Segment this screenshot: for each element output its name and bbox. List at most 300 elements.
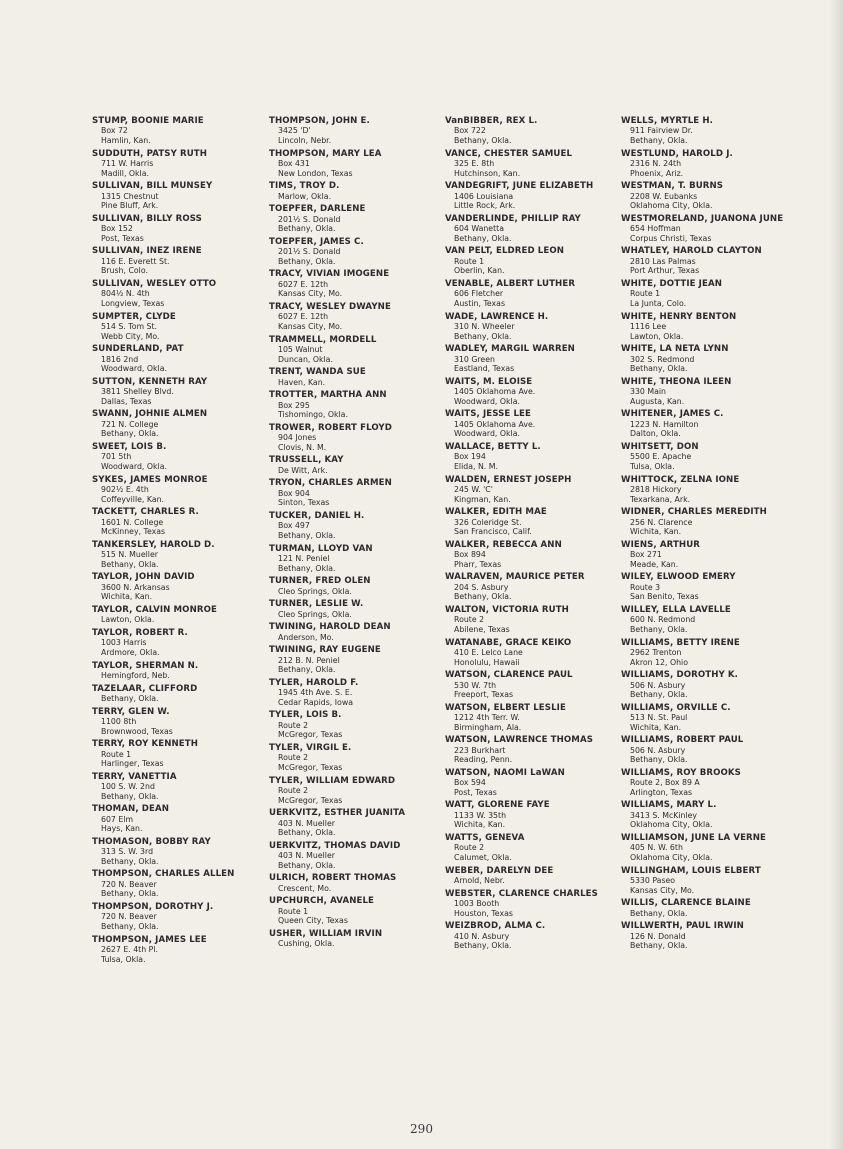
entry-name: VAN PELT, ELDRED LEON	[445, 246, 565, 257]
entry-name: UERKVITZ, ESTHER JUANITA	[269, 808, 406, 819]
directory-entry	[445, 768, 621, 798]
directory-entry	[269, 237, 445, 267]
entry-address-line: Route 1	[630, 289, 661, 299]
entry-address-line: De Witt, Ark.	[278, 465, 328, 475]
directory-entry	[621, 572, 797, 602]
entry-address-line: Route 2	[454, 615, 485, 625]
directory-entry	[445, 638, 621, 668]
entry-address-line: Bethany, Okla.	[101, 922, 159, 932]
entry-address-line: Lawton, Okla.	[101, 615, 155, 625]
directory-entry	[92, 214, 268, 244]
directory-entry	[621, 605, 797, 635]
entry-name: WHITE, HENRY BENTON	[621, 311, 737, 322]
entry-name: WHITTOCK, ZELNA IONE	[621, 474, 740, 485]
entry-address-line: 1945 4th Ave. S. E.	[278, 688, 353, 698]
directory-entry	[269, 181, 445, 201]
directory-entry	[621, 670, 797, 700]
directory-entry	[269, 335, 445, 365]
entry-name: WADLEY, MARGIL WARREN	[445, 344, 575, 355]
entry-address-line: 600 N. Redmond	[630, 615, 696, 625]
entry-name: WALKER, REBECCA ANN	[445, 539, 562, 550]
entry-address-line: 245 W. 'C'	[454, 484, 493, 494]
entry-name: VENABLE, ALBERT LUTHER	[445, 278, 576, 289]
directory-entry	[621, 116, 797, 146]
entry-address-line: Akron 12, Ohio	[630, 657, 688, 667]
directory-entry	[269, 599, 445, 619]
entry-address-line: Wichita, Kan.	[101, 592, 153, 602]
entry-address-line: Bethany, Okla.	[101, 559, 159, 569]
entry-address-line: 720 N. Beaver	[101, 879, 157, 889]
entry-address-line: Longview, Texas	[101, 298, 165, 308]
entry-name: WILLIAMS, ROY BROOKS	[621, 767, 741, 778]
directory-entry	[92, 181, 268, 211]
entry-address-line: 116 E. Everett St.	[101, 256, 170, 266]
entry-address-line: Box 152	[101, 224, 133, 234]
entry-name: TURNER, LESLIE W.	[269, 599, 364, 610]
entry-address-line: Freeport, Texas	[454, 690, 514, 700]
entry-address-line: Port Arthur, Texas	[630, 266, 700, 276]
entry-address-line: Box 894	[454, 550, 486, 560]
entry-address-line: Bethany, Okla.	[278, 828, 336, 838]
entry-address-line: Oklahoma City, Okla.	[630, 820, 713, 830]
entry-address-line: 326 Coleridge St.	[454, 517, 522, 527]
directory-entry	[445, 409, 621, 439]
entry-address-line: 2627 E. 4th Pl.	[101, 945, 158, 955]
entry-name: WHITSETT, DON	[621, 441, 699, 452]
page-number: 290	[410, 1122, 433, 1136]
directory-entry	[92, 837, 268, 867]
entry-address-line: 403 N. Mueller	[278, 818, 335, 828]
entry-address-line: Elida, N. M.	[454, 461, 498, 471]
directory-entry	[92, 279, 268, 309]
entry-address-line: New London, Texas	[278, 168, 353, 178]
entry-address-line: Wichita, Kan.	[630, 722, 682, 732]
entry-address-line: San Francisco, Calif.	[454, 527, 532, 537]
entry-name: TROWER, ROBERT FLOYD	[269, 422, 392, 433]
directory-entry	[621, 279, 797, 309]
entry-address-line: 911 Fairview Dr.	[630, 126, 693, 136]
entry-address-line: 1212 4th Terr. W.	[454, 713, 520, 723]
entry-name: SYKES, JAMES MONROE	[92, 474, 208, 485]
directory-entry	[621, 703, 797, 733]
entry-address-line: 720 N. Beaver	[101, 912, 157, 922]
entry-address-line: Box 194	[454, 452, 486, 462]
directory-entry	[269, 896, 445, 926]
entry-address-line: Box 722	[454, 126, 486, 136]
entry-address-line: Hamlin, Kan.	[101, 136, 151, 145]
directory-column	[92, 116, 268, 967]
directory-entry	[92, 149, 268, 179]
directory-entry	[445, 181, 621, 211]
entry-name: WATSON, CLARENCE PAUL	[445, 670, 573, 681]
entry-name: THOMPSON, CHARLES ALLEN	[92, 869, 235, 880]
entry-name: WATANABE, GRACE KEIKO	[445, 637, 572, 648]
entry-address-line: 302 S. Redmond	[630, 354, 695, 364]
entry-name: TWINING, RAY EUGENE	[269, 645, 381, 656]
directory-entry	[445, 735, 621, 765]
directory-entry	[445, 377, 621, 407]
entry-name: TYLER, VIRGIL E.	[269, 742, 352, 753]
directory-entry	[92, 312, 268, 342]
entry-address-line: Bethany, Okla.	[101, 791, 159, 801]
entry-name: WALKER, EDITH MAE	[445, 507, 547, 518]
entry-address-line: 121 N. Peniel	[278, 553, 330, 563]
directory-entry	[92, 442, 268, 472]
entry-name: WALTON, VICTORIA RUTH	[445, 604, 569, 615]
entry-address-line: 310 Green	[454, 354, 495, 364]
directory-column	[621, 116, 797, 954]
entry-address-line: 3425 'D'	[278, 126, 311, 136]
entry-name: TERRY, VANETTIA	[92, 771, 177, 782]
directory-entry	[445, 149, 621, 179]
entry-name: TAYLOR, ROBERT R.	[92, 627, 188, 638]
entry-address-line: Bethany, Okla.	[630, 755, 688, 765]
directory-columns	[0, 116, 843, 1076]
entry-address-line: Bethany, Okla.	[101, 856, 159, 866]
entry-address-line: Duncan, Okla.	[278, 354, 333, 364]
entry-name: UERKVITZ, THOMAS DAVID	[269, 840, 401, 851]
directory-entry	[92, 116, 268, 146]
directory-entry	[621, 735, 797, 765]
entry-address-line: 5330 Paseo	[630, 876, 676, 886]
directory-entry	[269, 423, 445, 453]
directory-entry	[269, 478, 445, 508]
directory-entry	[621, 181, 797, 211]
entry-address-line: Cleo Springs, Okla.	[278, 586, 352, 596]
entry-address-line: Wichita, Kan.	[630, 527, 682, 537]
entry-address-line: 410 E. Lelco Lane	[454, 647, 523, 657]
directory-entry	[92, 684, 268, 704]
entry-name: UPCHURCH, AVANELE	[269, 896, 375, 907]
entry-name: WILLIAMS, MARY L.	[621, 800, 717, 811]
entry-address-line: 325 E. 8th	[454, 159, 495, 168]
directory-entry	[269, 678, 445, 708]
directory-entry	[92, 739, 268, 769]
directory-entry	[92, 344, 268, 374]
entry-name: WALRAVEN, MAURICE PETER	[445, 572, 585, 583]
entry-name: WEBER, DARELYN DEE	[445, 865, 554, 876]
entry-name: WILLINGHAM, LOUIS ELBERT	[621, 865, 761, 876]
entry-name: TRYON, CHARLES ARMEN	[269, 478, 392, 489]
directory-entry	[445, 214, 621, 244]
entry-name: WESTMAN, T. BURNS	[621, 181, 724, 192]
entry-address-line: Box 72	[101, 126, 128, 136]
entry-address-line: Route 2, Box 89 A	[630, 778, 700, 788]
entry-address-line: 1601 N. College	[101, 517, 164, 527]
directory-entry	[621, 800, 797, 830]
entry-address-line: 330 Main	[630, 387, 666, 397]
directory-entry	[445, 921, 621, 951]
directory-entry	[269, 116, 445, 146]
entry-address-line: 654 Hoffman	[630, 224, 681, 234]
entry-name: WELLS, MYRTLE H.	[621, 116, 714, 126]
entry-address-line: Oklahoma City, Okla.	[630, 201, 713, 211]
entry-address-line: 607 Elm	[101, 814, 134, 824]
entry-address-line: Box 431	[278, 159, 310, 168]
directory-entry	[621, 214, 797, 244]
directory-entry	[621, 866, 797, 896]
entry-name: WILLEY, ELLA LAVELLE	[621, 604, 731, 615]
entry-address-line: McGregor, Texas	[278, 762, 343, 772]
directory-entry	[92, 628, 268, 658]
directory-entry	[621, 377, 797, 407]
entry-address-line: Route 2	[278, 753, 309, 763]
directory-entry	[269, 204, 445, 234]
entry-name: VANDEGRIFT, JUNE ELIZABETH	[445, 181, 594, 192]
entry-address-line: 506 N. Asbury	[630, 745, 686, 755]
entry-address-line: Harlinger, Texas	[101, 759, 164, 769]
entry-address-line: 201½ S. Donald	[278, 214, 341, 224]
entry-name: VANDERLINDE, PHILLIP RAY	[445, 213, 581, 224]
entry-name: TAYLOR, CALVIN MONROE	[92, 604, 217, 615]
entry-name: TYLER, WILLIAM EDWARD	[269, 775, 396, 786]
directory-entry	[445, 605, 621, 635]
directory-entry	[621, 409, 797, 439]
entry-name: TIMS, TROY D.	[269, 181, 340, 192]
entry-address-line: Bethany, Okla.	[278, 224, 336, 234]
directory-entry	[445, 670, 621, 700]
entry-address-line: 711 W. Harris	[101, 159, 154, 168]
entry-address-line: Bethany, Okla.	[278, 530, 336, 540]
directory-entry	[445, 572, 621, 602]
entry-address-line: Brownwood, Texas	[101, 726, 173, 736]
directory-entry	[269, 776, 445, 806]
entry-address-line: Bethany, Okla.	[630, 136, 688, 145]
entry-address-line: Bethany, Okla.	[454, 136, 512, 145]
entry-address-line: Cushing, Okla.	[278, 939, 335, 949]
directory-entry	[92, 572, 268, 602]
entry-name: TOEPFER, JAMES C.	[269, 236, 364, 247]
entry-address-line: McKinney, Texas	[101, 527, 166, 537]
entry-name: WHITENER, JAMES C.	[621, 409, 724, 420]
entry-name: TERRY, GLEN W.	[92, 706, 170, 717]
entry-address-line: Ardmore, Okla.	[101, 647, 160, 657]
entry-name: WEBSTER, CLARENCE CHARLES	[445, 888, 598, 899]
entry-address-line: 804½ N. 4th	[101, 289, 150, 299]
entry-name: TRUSSELL, KAY	[269, 455, 344, 466]
entry-address-line: Post, Texas	[454, 787, 497, 797]
directory-entry	[445, 703, 621, 733]
entry-address-line: 201½ S. Donald	[278, 247, 341, 257]
entry-address-line: Bethany, Okla.	[630, 624, 688, 634]
entry-name: SULLIVAN, BILLY ROSS	[92, 213, 202, 224]
entry-address-line: Bethany, Okla.	[630, 941, 688, 951]
entry-address-line: Box 904	[278, 488, 310, 498]
entry-address-line: McGregor, Texas	[278, 795, 343, 805]
entry-name: TOEPFER, DARLENE	[269, 204, 366, 215]
entry-address-line: Bethany, Okla.	[630, 908, 688, 918]
directory-entry	[621, 540, 797, 570]
entry-address-line: Austin, Texas	[454, 298, 506, 308]
directory-entry	[92, 507, 268, 537]
entry-name: TANKERSLEY, HAROLD D.	[92, 539, 215, 550]
entry-address-line: Meade, Kan.	[630, 559, 679, 569]
entry-address-line: Route 3	[630, 582, 661, 592]
entry-address-line: Houston, Texas	[454, 908, 513, 918]
directory-entry	[621, 312, 797, 342]
entry-address-line: 1315 Chestnut	[101, 191, 159, 201]
entry-address-line: 506 N. Asbury	[630, 680, 686, 690]
entry-name: THOMPSON, MARY LEA	[269, 148, 382, 159]
entry-name: USHER, WILLIAM IRVIN	[269, 928, 383, 939]
entry-address-line: Bethany, Okla.	[101, 429, 159, 439]
entry-address-line: Pharr, Texas	[454, 559, 502, 569]
entry-address-line: 1100 8th	[101, 716, 137, 726]
entry-name: WILLIAMS, ROBERT PAUL	[621, 735, 744, 746]
entry-address-line: 5500 E. Apache	[630, 452, 692, 462]
entry-address-line: Bethany, Okla.	[101, 889, 159, 899]
entry-name: WILEY, ELWOOD EMERY	[621, 572, 736, 583]
entry-address-line: Madill, Okla.	[101, 168, 149, 178]
directory-entry	[445, 344, 621, 374]
directory-entry	[269, 645, 445, 675]
entry-address-line: Reading, Penn.	[454, 755, 513, 765]
entry-address-line: 6027 E. 12th	[278, 279, 329, 289]
entry-name: WATSON, LAWRENCE THOMAS	[445, 735, 594, 746]
entry-address-line: Tishomingo, Okla.	[278, 410, 348, 420]
entry-name: VanBIBBER, REX L.	[445, 116, 538, 126]
entry-address-line: 2962 Trenton	[630, 647, 682, 657]
entry-name: TRACY, VIVIAN IMOGENE	[269, 269, 390, 280]
entry-address-line: Wichita, Kan.	[454, 820, 506, 830]
directory-entry	[445, 540, 621, 570]
entry-address-line: Abilene, Texas	[454, 624, 510, 634]
entry-address-line: 1223 N. Hamilton	[630, 419, 699, 429]
entry-name: SUMPTER, CLYDE	[92, 311, 176, 322]
entry-address-line: 515 N. Mueller	[101, 550, 158, 560]
entry-address-line: 405 N. W. 6th	[630, 843, 683, 853]
entry-name: WILLIAMS, BETTY IRENE	[621, 637, 740, 648]
entry-address-line: Bethany, Okla.	[454, 941, 512, 951]
directory-entry	[269, 873, 445, 893]
entry-name: WATT, GLORENE FAYE	[445, 800, 550, 811]
entry-name: TAYLOR, SHERMAN N.	[92, 660, 199, 671]
entry-address-line: San Benito, Texas	[630, 592, 699, 602]
entry-name: SUNDERLAND, PAT	[92, 344, 184, 355]
entry-name: VANCE, CHESTER SAMUEL	[445, 148, 573, 159]
entry-address-line: Route 1	[454, 256, 485, 266]
directory-entry	[92, 475, 268, 505]
directory-entry	[269, 710, 445, 740]
directory-entry	[269, 511, 445, 541]
entry-address-line: Augusta, Kan.	[630, 396, 685, 406]
entry-name: WHITE, LA NETA LYNN	[621, 344, 729, 355]
directory-entry	[445, 475, 621, 505]
entry-address-line: 530 W. 7th	[454, 680, 497, 690]
directory-entry	[92, 902, 268, 932]
directory-entry	[445, 800, 621, 830]
entry-name: SUTTON, KENNETH RAY	[92, 376, 208, 387]
entry-address-line: Kansas City, Mo.	[630, 885, 695, 895]
directory-entry	[269, 576, 445, 596]
entry-address-line: Birmingham, Ala.	[454, 722, 522, 732]
entry-address-line: 410 N. Asbury	[454, 931, 510, 941]
entry-address-line: Bethany, Okla.	[278, 860, 336, 870]
entry-address-line: Tulsa, Okla.	[101, 954, 146, 964]
entry-address-line: Coffeyville, Kan.	[101, 494, 165, 504]
entry-name: WILLWERTH, PAUL IRWIN	[621, 921, 744, 932]
entry-address-line: 223 Burkhart	[454, 745, 506, 755]
entry-address-line: Woodward, Okla.	[454, 429, 520, 439]
entry-name: TURNER, FRED OLEN	[269, 576, 371, 587]
entry-name: WHATLEY, HAROLD CLAYTON	[621, 246, 762, 257]
entry-address-line: 1116 Lee	[630, 321, 667, 331]
directory-entry	[445, 442, 621, 472]
entry-address-line: Hays, Kan.	[101, 824, 143, 834]
entry-address-line: Brush, Colo.	[101, 266, 148, 276]
directory-entry	[445, 312, 621, 342]
entry-address-line: Texarkana, Ark.	[630, 494, 691, 504]
directory-entry	[445, 116, 621, 146]
entry-address-line: Route 1	[101, 749, 132, 759]
directory-entry	[269, 622, 445, 642]
entry-address-line: Box 295	[278, 400, 310, 410]
entry-address-line: 3413 S. McKinley	[630, 810, 698, 820]
entry-name: THOMPSON, DOROTHY J.	[92, 902, 214, 913]
entry-address-line: Woodward, Okla.	[101, 364, 167, 374]
entry-address-line: 1133 W. 35th	[454, 810, 507, 820]
directory-entry	[269, 841, 445, 871]
entry-name: WILLIAMS, ORVILLE C.	[621, 702, 731, 713]
directory-entry	[269, 929, 445, 949]
entry-address-line: Sinton, Texas	[278, 498, 330, 508]
entry-name: SULLIVAN, BILL MUNSEY	[92, 181, 213, 192]
directory-entry	[92, 605, 268, 625]
entry-address-line: Box 497	[278, 521, 310, 531]
directory-column	[445, 116, 621, 954]
entry-name: TAYLOR, JOHN DAVID	[92, 572, 195, 583]
entry-address-line: Hemingford, Neb.	[101, 670, 170, 680]
directory-entry	[269, 302, 445, 332]
entry-address-line: Dalton, Okla.	[630, 429, 681, 439]
entry-name: TURMAN, LLOYD VAN	[269, 543, 373, 554]
entry-address-line: La Junta, Colo.	[630, 298, 687, 308]
entry-address-line: 2316 N. 24th	[630, 159, 682, 168]
entry-address-line: Bethany, Okla.	[101, 693, 159, 703]
entry-address-line: Kansas City, Mo.	[278, 289, 343, 299]
entry-name: SWANN, JOHNIE ALMEN	[92, 409, 208, 420]
directory-entry	[269, 367, 445, 387]
entry-address-line: 1406 Louisiana	[454, 191, 514, 201]
entry-address-line: 1405 Oklahoma Ave.	[454, 419, 536, 429]
entry-name: TUCKER, DANIEL H.	[269, 510, 365, 521]
directory-entry	[445, 889, 621, 919]
entry-address-line: Clovis, N. M.	[278, 442, 327, 452]
entry-name: STUMP, BOONIE MARIE	[92, 116, 204, 126]
entry-address-line: Woodward, Okla.	[101, 461, 167, 471]
entry-address-line: Bethany, Okla.	[454, 233, 512, 243]
entry-name: THOMAN, DEAN	[92, 804, 170, 815]
directory-entry	[92, 661, 268, 681]
directory-entry	[92, 540, 268, 570]
entry-address-line: Arlington, Texas	[630, 787, 693, 797]
directory-entry	[269, 544, 445, 574]
entry-name: WILLIAMSON, JUNE LA VERNE	[621, 833, 767, 844]
entry-address-line: 1816 2nd	[101, 354, 139, 364]
entry-address-line: Lincoln, Nebr.	[278, 136, 332, 145]
directory-entry	[445, 833, 621, 863]
entry-address-line: Oklahoma City, Okla.	[630, 853, 713, 863]
directory-entry	[269, 455, 445, 475]
directory-entry	[445, 279, 621, 309]
entry-address-line: Hutchinson, Kan.	[454, 168, 521, 178]
directory-entry	[621, 246, 797, 276]
entry-name: TWINING, HAROLD DEAN	[269, 622, 391, 633]
directory-entry	[621, 921, 797, 951]
entry-address-line: Anderson, Mo.	[278, 632, 334, 642]
entry-address-line: Queen City, Texas	[278, 916, 348, 926]
entry-name: WIDNER, CHARLES MEREDITH	[621, 507, 767, 518]
